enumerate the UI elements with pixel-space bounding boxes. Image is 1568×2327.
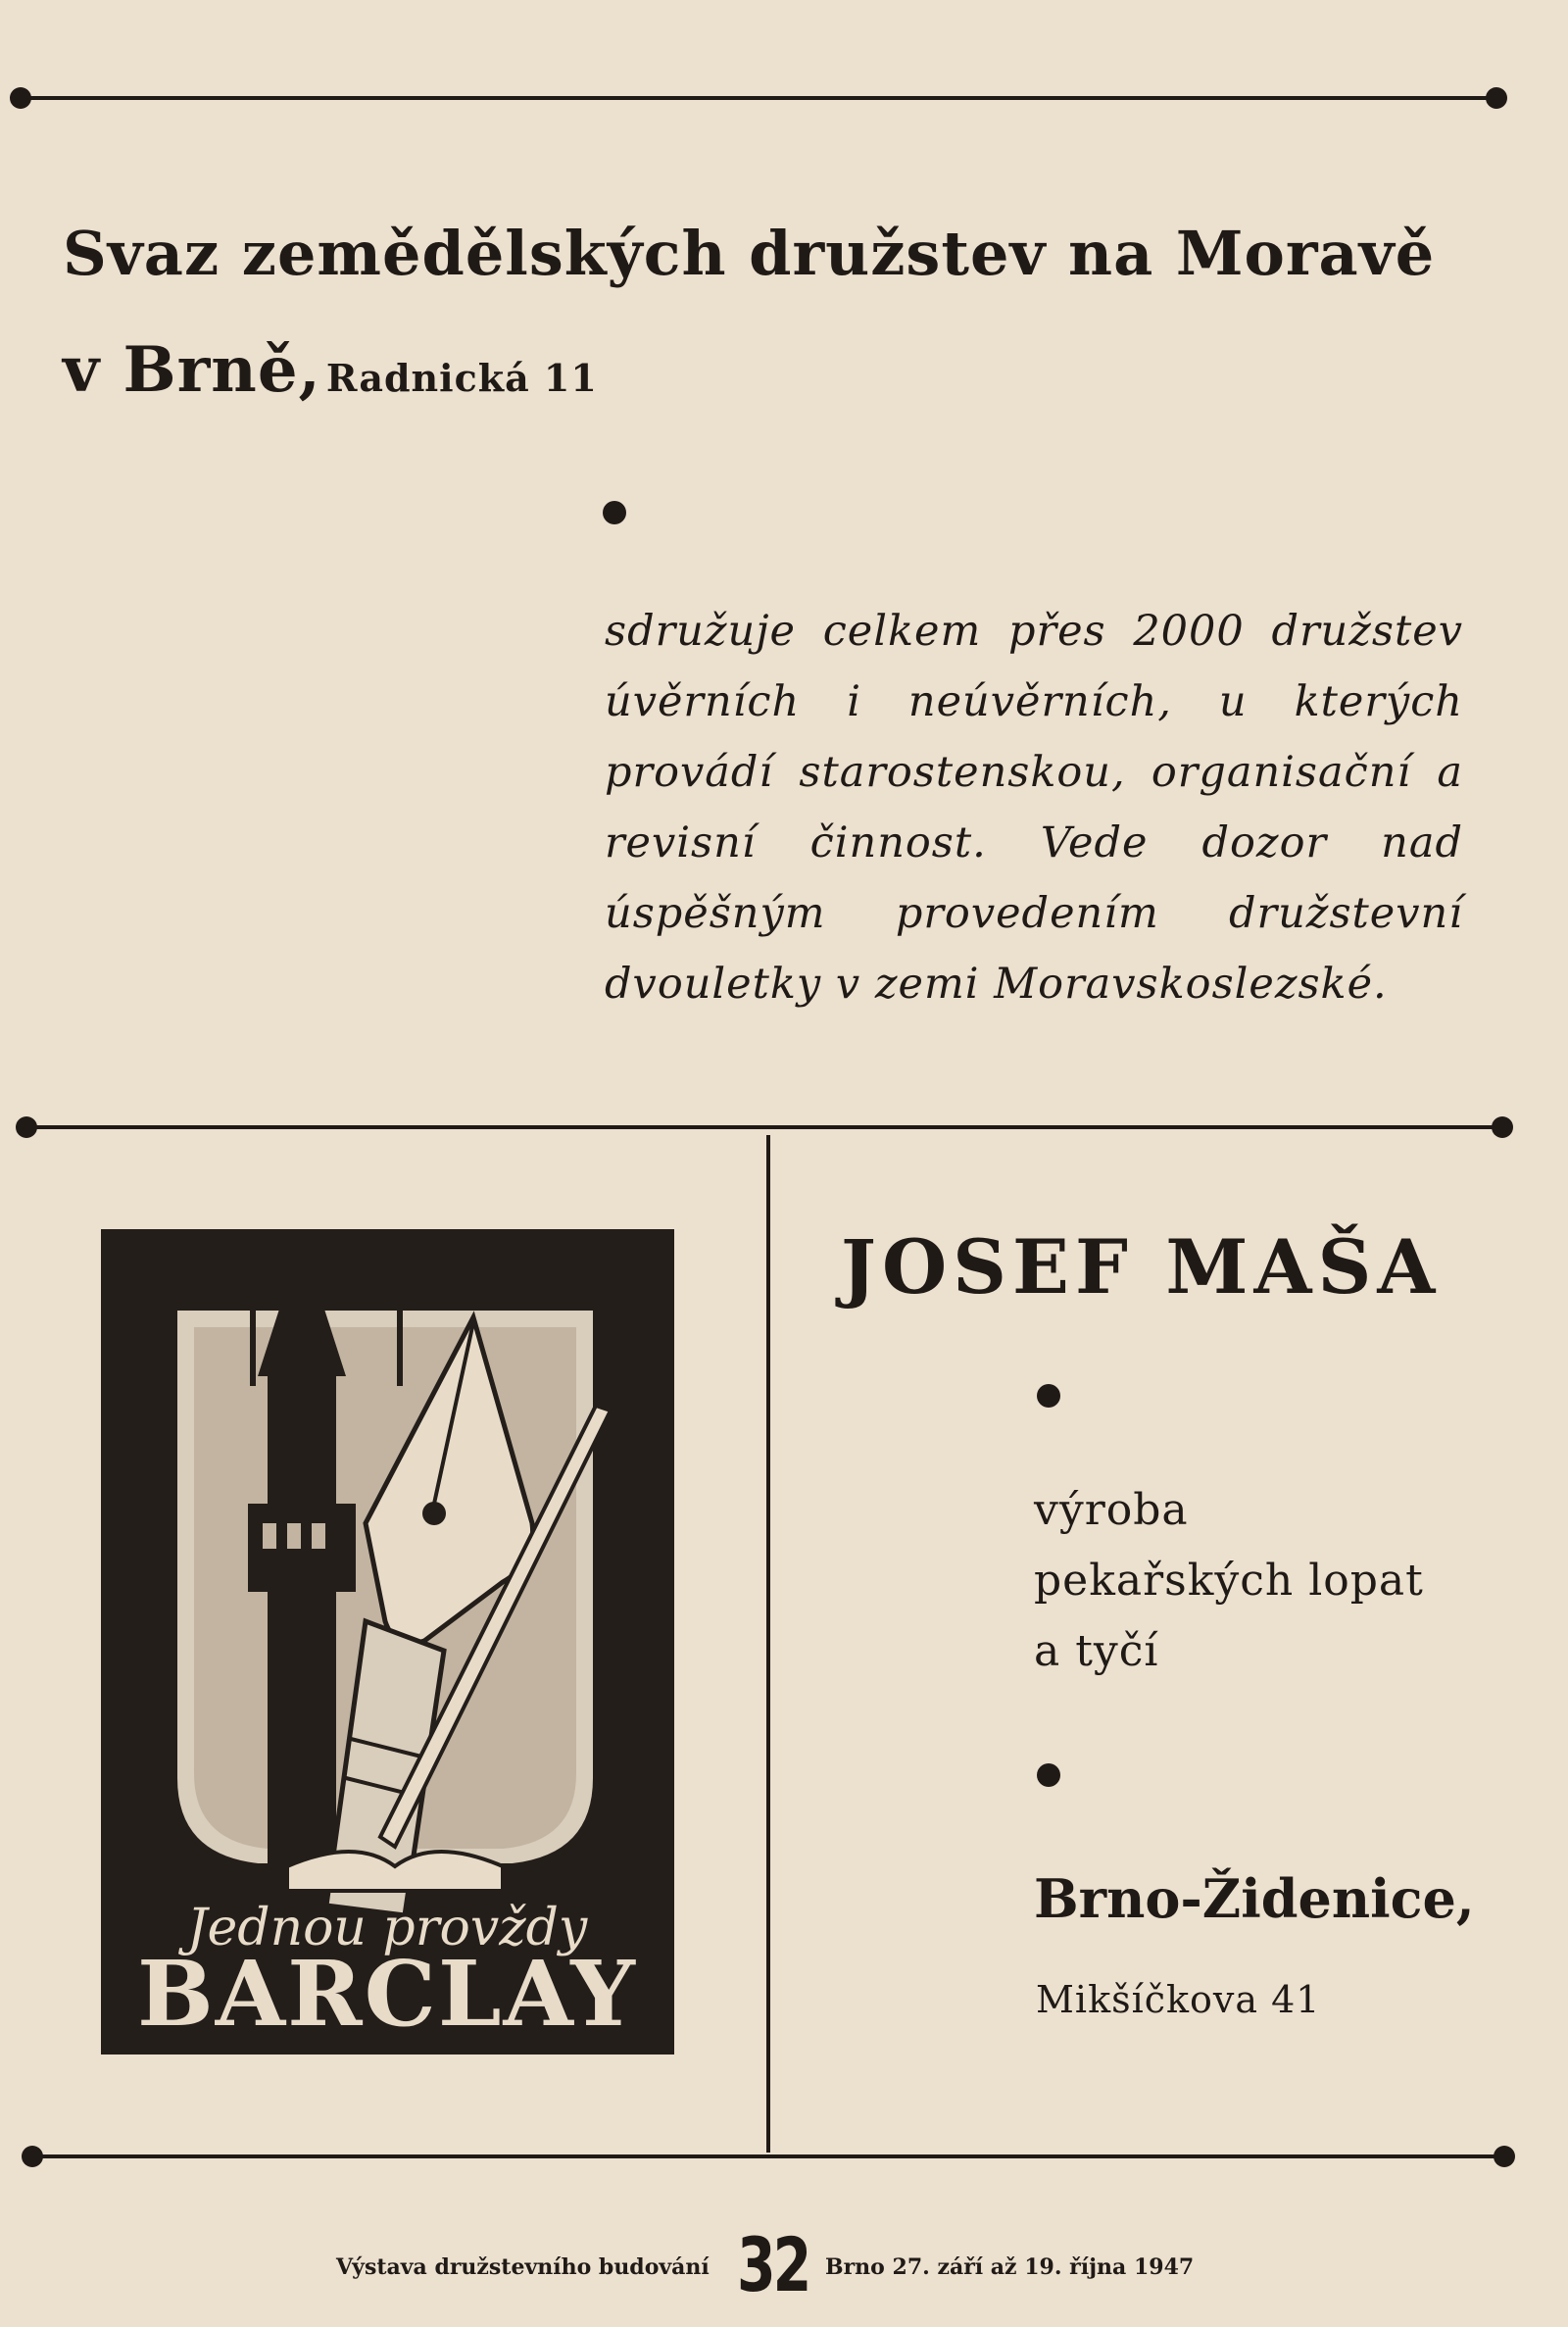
middle-rule [25, 1125, 1505, 1129]
barclay-illustration [101, 1229, 674, 2055]
rule-dot-right [1494, 2146, 1515, 2167]
barclay-advertisement [101, 1229, 674, 2055]
masa-products [1034, 1475, 1424, 1687]
footer-exhibition: Výstava družstevního budování [336, 2254, 710, 2280]
svaz-title: Svaz zemědělských družstev na Moravě [63, 218, 1436, 289]
bottom-rule [31, 2154, 1506, 2158]
svaz-city: v Brně, [63, 333, 321, 407]
rule-dot-right [1492, 1116, 1513, 1138]
barclay-slogan: Jednou provždy [186, 1899, 588, 1957]
rule-dot-right [1486, 87, 1507, 109]
masa-bullet [1037, 1384, 1060, 1408]
footer-dates: Brno 27. září až 19. října 1947 [825, 2254, 1195, 2280]
svaz-bullet [603, 501, 626, 524]
svaz-description: sdružuje celkem přes 2000 družstev úvěrních i neúvěrních, u kterých provádí starostenskou, organisační a revisní činnost. Vede dozor nad úspěšným provedením družstevní dvouletky v zemi Moravskoslezské. [605, 607, 1463, 1009]
masa-name: JOSEF MAŠA [841, 1223, 1442, 1311]
top-rule [20, 96, 1499, 100]
svaz-address: Radnická 11 [325, 356, 598, 400]
masa-city: Brno-Židenice, [1034, 1867, 1475, 1930]
masa-product-line: výroba [1034, 1485, 1189, 1535]
column-divider [766, 1135, 770, 2153]
masa-street: Mikšíčkova 41 [1036, 1978, 1321, 2021]
svaz-city-line [63, 333, 598, 407]
masa-bullet [1037, 1763, 1060, 1787]
masa-product-line: a tyčí [1034, 1626, 1159, 1676]
page-number: 32 [737, 2221, 809, 2308]
masa-product-line: pekařských lopat [1034, 1556, 1424, 1606]
barclay-brand: BARCLAY [137, 1941, 637, 2047]
